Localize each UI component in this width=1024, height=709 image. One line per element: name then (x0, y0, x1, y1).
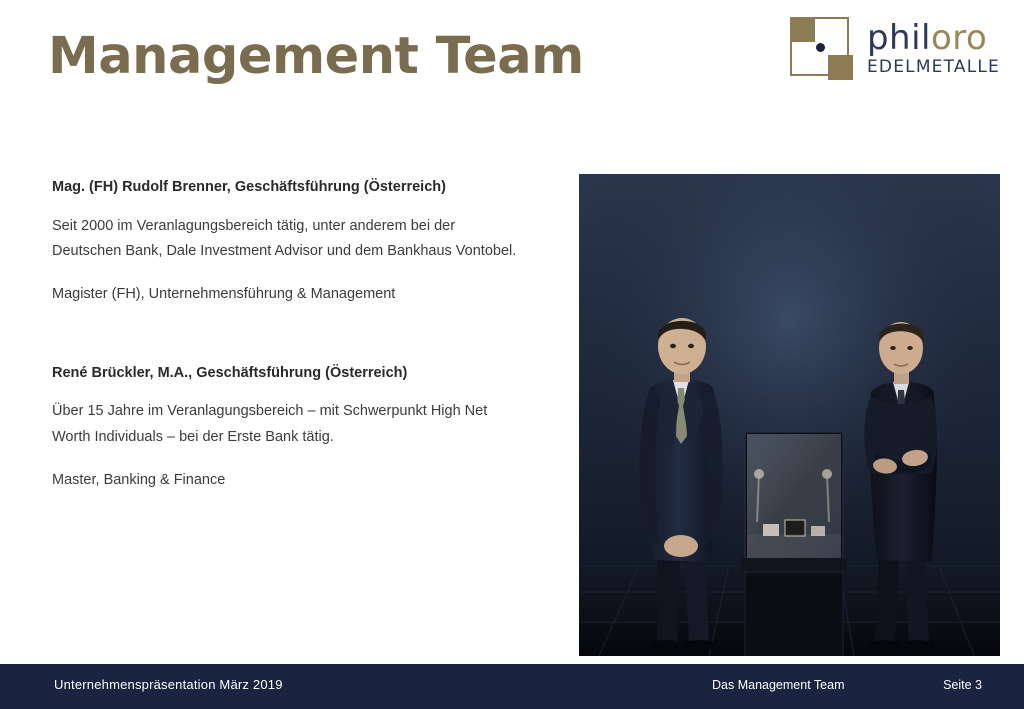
logo-brand-part2: oro (931, 18, 988, 58)
logo-subtitle: EDELMETALLE (866, 57, 1000, 77)
person-paragraph: Magister (FH), Unternehmensführung & Management (52, 286, 396, 303)
page-title: Management Team (48, 27, 584, 86)
footer-page-number: Seite 3 (943, 678, 982, 692)
person-paragraph: Seit 2000 im Veranlagungsbereich tätig, unter anderem bei der Deutschen Bank, Dale Investment Advisor und dem Bankhaus Vontobel. (52, 217, 517, 259)
management-team-bios (52, 178, 522, 511)
person-name: René Brückler, M.A., Geschäftsführung (Österreich) (52, 364, 408, 381)
footer-presentation-title: Unternehmenspräsentation März 2019 (54, 677, 283, 692)
logo-wordmark (866, 18, 1000, 77)
footer-section-title: Das Management Team (712, 678, 845, 692)
philoro-square-logo-icon (790, 17, 853, 80)
two-businessmen-with-display-case-photo (579, 174, 1000, 656)
slide-footer (0, 664, 1024, 709)
person-block (52, 178, 522, 308)
philoro-logo (790, 17, 1000, 80)
person-block (52, 364, 522, 494)
logo-brand-part1: phil (866, 18, 931, 58)
section-spacer (52, 326, 522, 364)
person-paragraph: Über 15 Jahre im Veranlagungsbereich – mit Schwerpunkt High Net Worth Individuals – bei der Erste Bank tätig. (52, 403, 488, 445)
person-paragraph: Master, Banking & Finance (52, 472, 226, 488)
person-name: Mag. (FH) Rudolf Brenner, Geschäftsführung (Österreich) (52, 179, 446, 195)
